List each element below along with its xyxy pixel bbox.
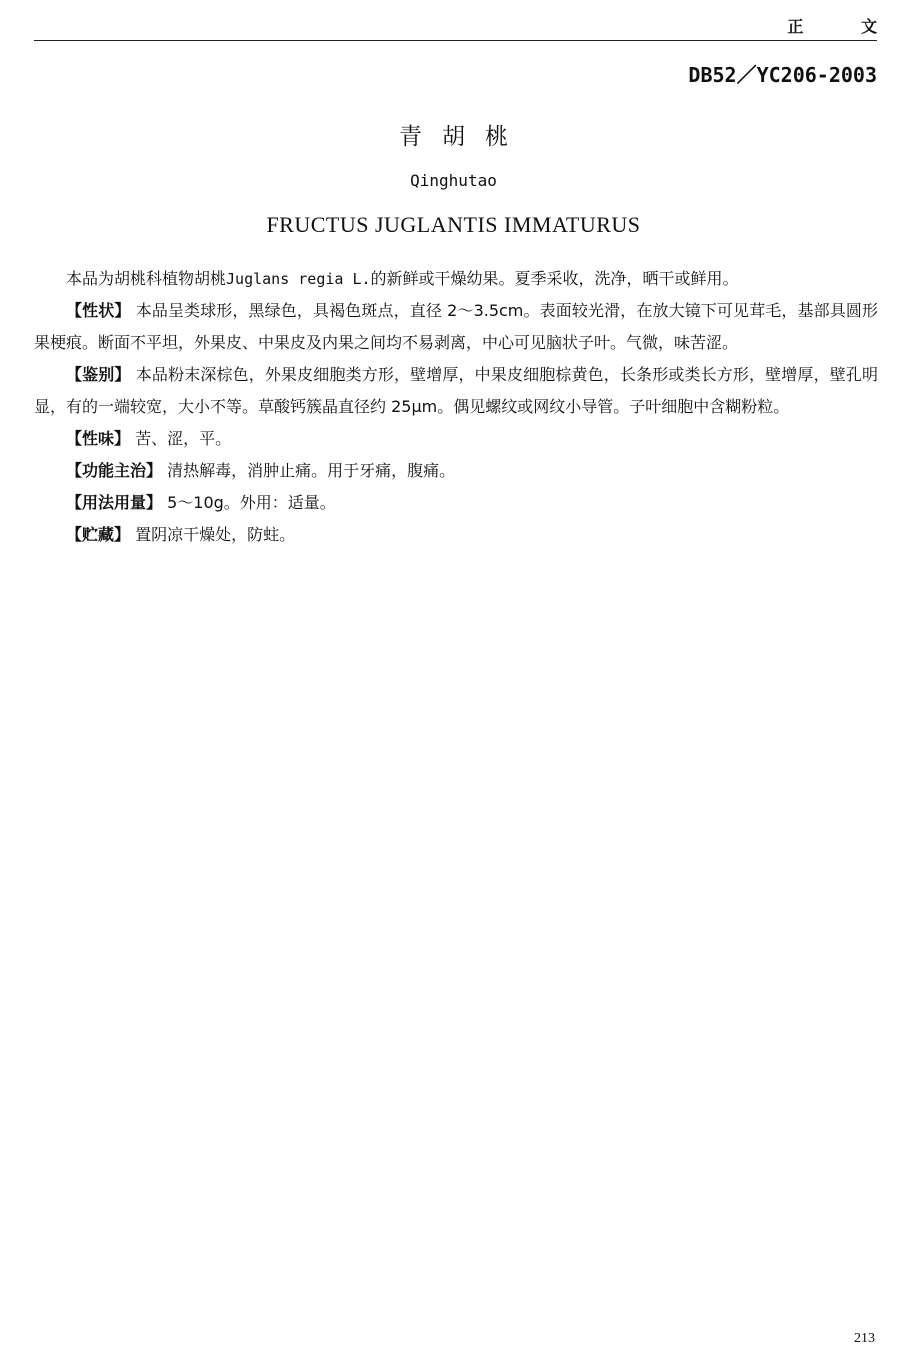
section-text-description: 本品呈类球形，黑绿色，具褐色斑点，直径 2～3.5cm。表面较光滑，在放大镜下可见茸毛，基部具圆形果梗痕。断面不平坦，外果皮、中果皮及内果之间均不易剥离，中心可见脑状子叶。气微，味苦涩。 [34,301,878,352]
title-pinyin: Qinghutao [410,171,497,190]
section-label-dosage: 【用法用量】 [66,493,163,512]
section-dosage [34,487,878,519]
section-text-dosage: 5～10g。外用：适量。 [167,493,336,512]
section-text-identification: 本品粉末深棕色，外果皮细胞类方形，壁增厚，中果皮细胞棕黄色，长条形或类长方形，壁增厚，壁孔明显，有的一端较宽，大小不等。草酸钙簇晶直径约 25μm。偶见螺纹或网纹小导管。子叶细胞中含糊粉粒。 [34,365,878,416]
section-functions [34,455,878,487]
monograph-body [34,263,878,551]
section-label: 正 文 [787,17,903,36]
section-label-storage: 【贮藏】 [66,525,131,544]
section-text-nature-flavor: 苦、涩，平。 [135,429,232,448]
section-storage [34,519,878,551]
latin-species-name: Juglans regia L. [226,270,371,288]
section-text-functions: 清热解毒，消肿止痛。用于牙痛，腹痛。 [167,461,456,480]
section-identification [34,359,878,423]
section-label-functions: 【功能主治】 [66,461,163,480]
intro-text-before: 本品为胡桃科植物胡桃 [66,269,227,288]
section-nature-flavor [34,423,878,455]
standard-number: DB52／YC206-2003 [688,63,877,87]
page-number: 213 [854,1331,875,1346]
section-label-identification: 【鉴别】 [66,365,131,384]
title-latin: FRUCTUS JUGLANTIS IMMATURUS [266,212,641,237]
section-label-nature-flavor: 【性味】 [66,429,131,448]
section-description [34,295,878,359]
section-text-storage: 置阴凉干燥处，防蛀。 [135,525,296,544]
section-label-description: 【性状】 [66,301,131,320]
title-chinese: 青胡桃 [399,124,528,150]
intro-paragraph [34,263,878,295]
intro-text-after: 的新鲜或干燥幼果。夏季采收，洗净，晒干或鲜用。 [370,269,739,288]
header-divider [34,40,877,41]
